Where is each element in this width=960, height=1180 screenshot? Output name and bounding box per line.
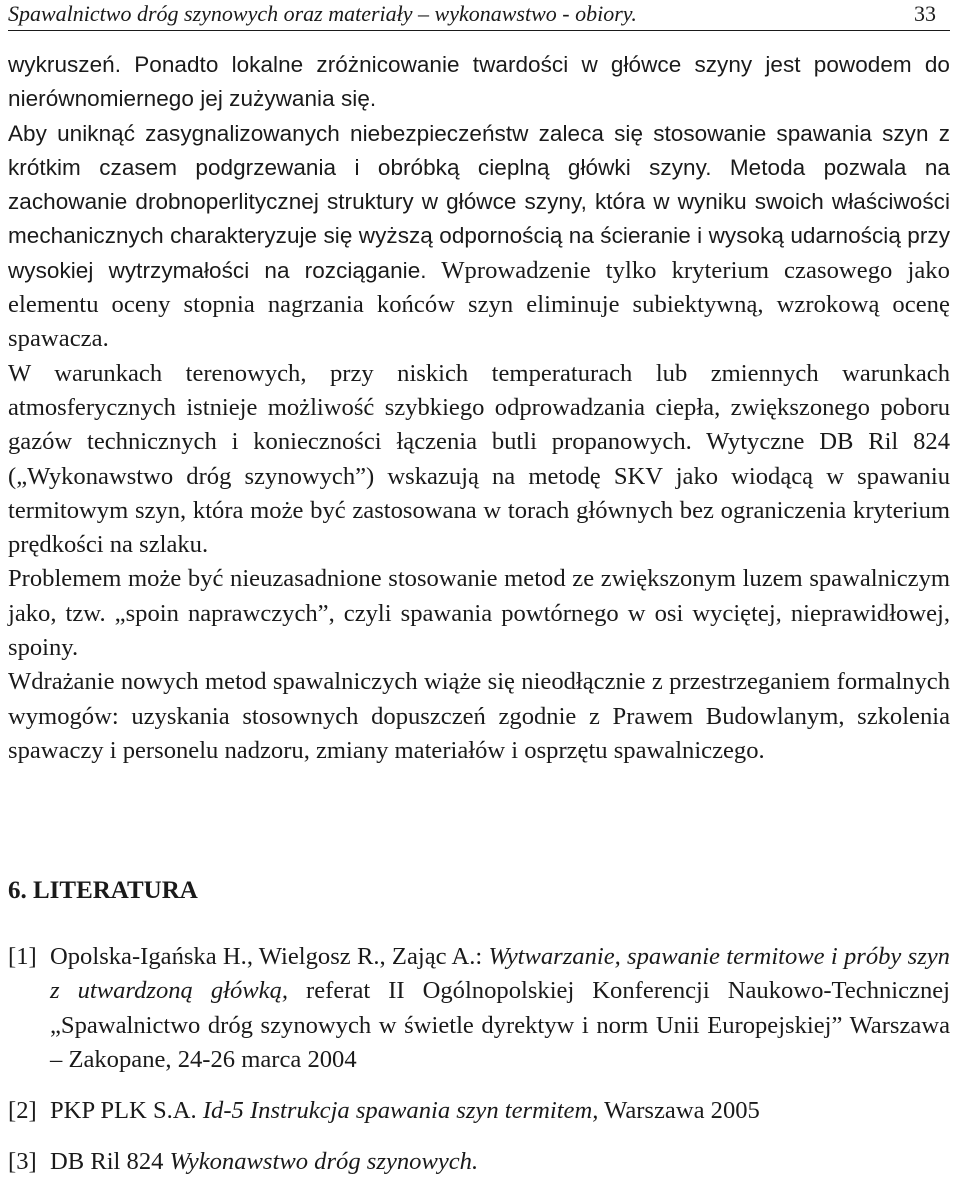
running-header xyxy=(8,0,950,31)
paragraph-2-tail: Wprowadzenie tylko kryterium czasowego jako elementu oceny stopnia nagrzania końców szyn eliminuje subiektywną, wzrokową ocenę spawacza. xyxy=(8,256,950,353)
reference-authors: Opolska-Igańska H., Wielgosz R., Zając A.: xyxy=(50,943,489,970)
reference-number: [3] xyxy=(8,1148,37,1176)
reference-number: [1] xyxy=(8,943,37,970)
reference-authors: DB Ril 824 xyxy=(50,1148,170,1176)
reference-item xyxy=(8,1094,950,1128)
reference-title: Wytwarzanie, spawanie termitowe i próby szyn z utwardzoną główką, xyxy=(50,943,950,1005)
paragraph-5: Wdrażanie nowych metod spawalniczych wiąże się nieodłącznie z przestrzeganiem formalnych wymogów: uzyskania stosownych dopuszczeń zgodnie z Prawem Budowlanym, szkolenia spawaczy i personelu nadzoru, zmiany materiałów i osprzętu spawalniczego. xyxy=(8,668,950,764)
reference-number: [2] xyxy=(8,1097,37,1125)
page-number: 33 xyxy=(914,1,936,26)
reference-title: Wykonawstwo dróg szynowych. xyxy=(169,1148,479,1176)
paragraph-2-main: Aby uniknąć zasygnalizowanych niebezpieczeństw zaleca się stosowanie spawania szyn z krótkim czasem podgrzewania i obróbką cieplną główki szyny. Metoda pozwala na zachowanie drobnoperlitycznej struktury w główce szyny, która w wyniku swoich właściwości mechanicznych charakteryzuje się wyższą odpornością na ścieranie i wysoką udarnością przy wysokiej wytrzymałości na rozciąganie. xyxy=(8,120,950,283)
paragraph-1: wykruszeń. Ponadto lokalne zróżnicowanie twardości w główce szyny jest powodem do nierównomiernego jej zużywania się. xyxy=(8,52,950,112)
paragraph-4: Problemem może być nieuzasadnione stosowanie metod ze zwiększonym luzem spawalniczym jako, tzw. „spoin naprawczych”, czyli spawania powtórnego w osi wyciętej, nieprawidłowej, spoiny. xyxy=(8,565,950,662)
paragraph-2 xyxy=(8,117,950,357)
paragraph-3: W warunkach terenowych, przy niskich temperaturach lub zmiennych warunkach atmosferycznych istnieje możliwość szybkiego odprowadzania ciepła, zwiększonego poboru gazów technicznych i konieczności łączenia butli propanowych. Wytyczne DB Ril 824 („Wykonawstwo dróg szynowych”) wskazują na metodę SKV jako wiodącą w spawaniu termitowym szyn, która może być zastosowana w torach głównych bez ograniczenia kryterium prędkości na szlaku. xyxy=(8,359,950,559)
reference-item xyxy=(8,1145,950,1179)
reference-authors: PKP PLK S.A. xyxy=(50,1097,203,1125)
reference-title: Id-5 Instrukcja spawania szyn termitem, xyxy=(202,1097,599,1125)
reference-item xyxy=(8,940,950,1077)
reference-details: referat II Ogólnopolskiej Konferencji Naukowo-Technicznej „Spawalnictwo dróg szynowych w świetle dyrektyw i norm Unii Europejskiej” Warszawa – Zakopane, 24-26 marca 2004 xyxy=(50,977,950,1073)
reference-list xyxy=(8,940,950,1180)
body-text xyxy=(8,48,950,768)
section-heading: 6. LITERATURA xyxy=(8,877,198,904)
reference-details: Warszawa 2005 xyxy=(598,1097,760,1125)
running-header-title: Spawalnictwo dróg szynowych oraz materiały – wykonawstwo - obiory. xyxy=(8,1,637,26)
